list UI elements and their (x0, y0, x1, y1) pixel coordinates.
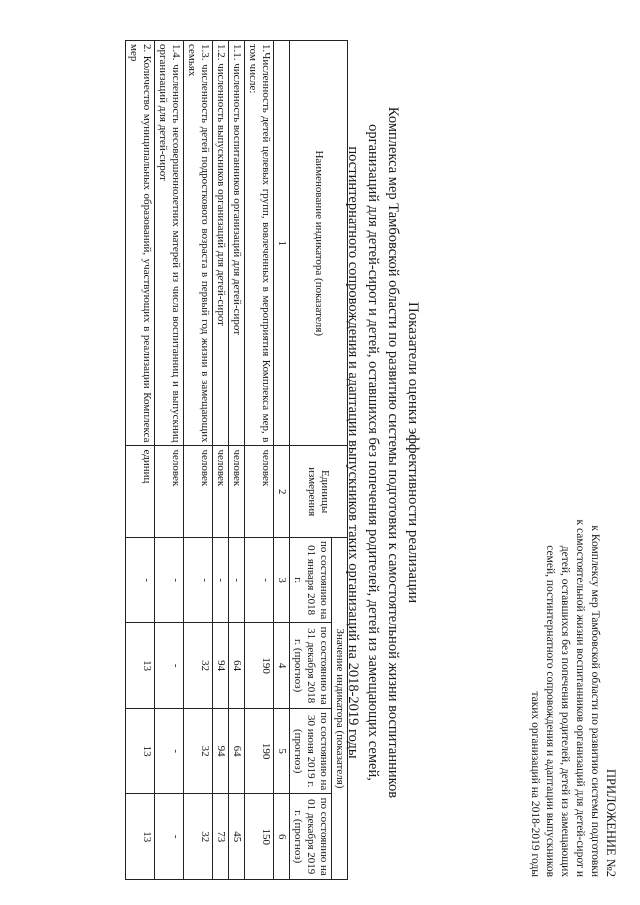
appendix-line: к Комплексу мер Тамбовской области по развитию системы подготовки (589, 525, 601, 877)
indicator-unit: человек (245, 446, 274, 537)
value-header: по состоянию на 30 июня 2019 г. (прогноз) (290, 708, 332, 794)
indicator-value: - (229, 537, 245, 623)
document-title (344, 40, 422, 865)
indicator-value: 32 (184, 623, 213, 709)
table-row (213, 41, 229, 880)
indicator-unit: человек (229, 446, 245, 537)
indicator-unit: человек (213, 446, 229, 537)
indicator-name: 1.Численность детей целевых групп, вовлеченных в мероприятия Комплекса мер, в том числе: (245, 41, 274, 446)
value-header: по состоянию на 31 декабря 2018 г. (прогноз) (290, 623, 332, 709)
indicator-unit: человек (155, 446, 184, 537)
indicator-value: - (184, 537, 213, 623)
indicator-value: - (155, 623, 184, 709)
column-number: 4 (274, 623, 290, 709)
title-line: постинтернатного сопровождения и адаптации выпускников таких организаций на 2018-2019 годы (345, 146, 361, 759)
table-row (155, 41, 184, 880)
indicator-value: 64 (229, 708, 245, 794)
indicator-value: - (245, 537, 274, 623)
indicator-name: 2. Количество муниципальных образований, участвующих в реализации Комплекса мер (126, 41, 155, 446)
col-name-header: Наименование индикатора (показателя) (290, 41, 348, 446)
indicator-name: 1.2. численность выпускников организаций для детей-сирот (213, 41, 229, 446)
indicator-value: - (213, 537, 229, 623)
indicator-unit: единиц (126, 446, 155, 537)
indicator-value: 32 (184, 708, 213, 794)
indicator-value: 13 (126, 794, 155, 880)
indicator-value: 190 (245, 623, 274, 709)
table-row (184, 41, 213, 880)
indicator-value: - (155, 794, 184, 880)
appendix-header (527, 437, 618, 877)
table-row (126, 41, 155, 880)
value-header: по состоянию на 01 января 2018 г. (290, 537, 332, 623)
appendix-line: семей, постинтернатного сопровождения и адаптации выпускников (544, 545, 556, 877)
indicator-value: 32 (184, 794, 213, 880)
indicator-name: 1.3. численность детей подросткового возраста в первый год жизни в замещающих семьях (184, 41, 213, 446)
table-row (229, 41, 245, 880)
indicator-value: 73 (213, 794, 229, 880)
title-line: Показатели оценки эффективности реализации (405, 301, 421, 604)
table-row (245, 41, 274, 880)
indicator-value: 64 (229, 623, 245, 709)
indicator-value: - (126, 537, 155, 623)
indicator-value: 190 (245, 708, 274, 794)
indicator-name: 1.1. численность воспитанников организаций для детей-сирот (229, 41, 245, 446)
col-unit-header: Единицы измерения (290, 446, 348, 537)
appendix-label: ПРИЛОЖЕНИЕ №2 (604, 768, 618, 877)
appendix-line: к самостоятельной жизни воспитанников организаций для детей-сирот и (574, 519, 586, 877)
indicator-value: 94 (213, 708, 229, 794)
column-number: 6 (274, 794, 290, 880)
column-number: 2 (274, 446, 290, 537)
column-number: 1 (274, 41, 290, 446)
appendix-line: таких организаций на 2018-2019 годы (529, 691, 541, 877)
indicator-value: 45 (229, 794, 245, 880)
indicators-table (125, 40, 348, 880)
column-number: 5 (274, 708, 290, 794)
indicator-value: 13 (126, 708, 155, 794)
title-line: Комплекса мер Тамбовской области по развитию системы подготовки к самостоятельной жизни воспитанников (385, 106, 401, 799)
col-values-header: Значение индикатора (показателя) (332, 537, 348, 879)
title-line: организаций для детей-сирот и детей, оставшихся без попечения родителей, детей из замещающих семей, (365, 124, 381, 781)
column-number: 3 (274, 537, 290, 623)
indicator-value: 94 (213, 623, 229, 709)
indicator-value: 13 (126, 623, 155, 709)
indicator-value: - (155, 537, 184, 623)
table-header-row (332, 41, 348, 880)
indicator-value: 150 (245, 794, 274, 880)
column-numbers-row (274, 41, 290, 880)
appendix-line: детей, оставшихся без попечения родителей, детей из замещающих (559, 545, 571, 877)
value-header: по состоянию на 01 декабря 2019 г. (прогноз) (290, 794, 332, 880)
indicator-value: - (155, 708, 184, 794)
indicator-unit: человек (184, 446, 213, 537)
indicator-name: 1.4. численность несовершеннолетних матерей из числа воспитанниц и выпускниц организаций для детей-сирот (155, 41, 184, 446)
